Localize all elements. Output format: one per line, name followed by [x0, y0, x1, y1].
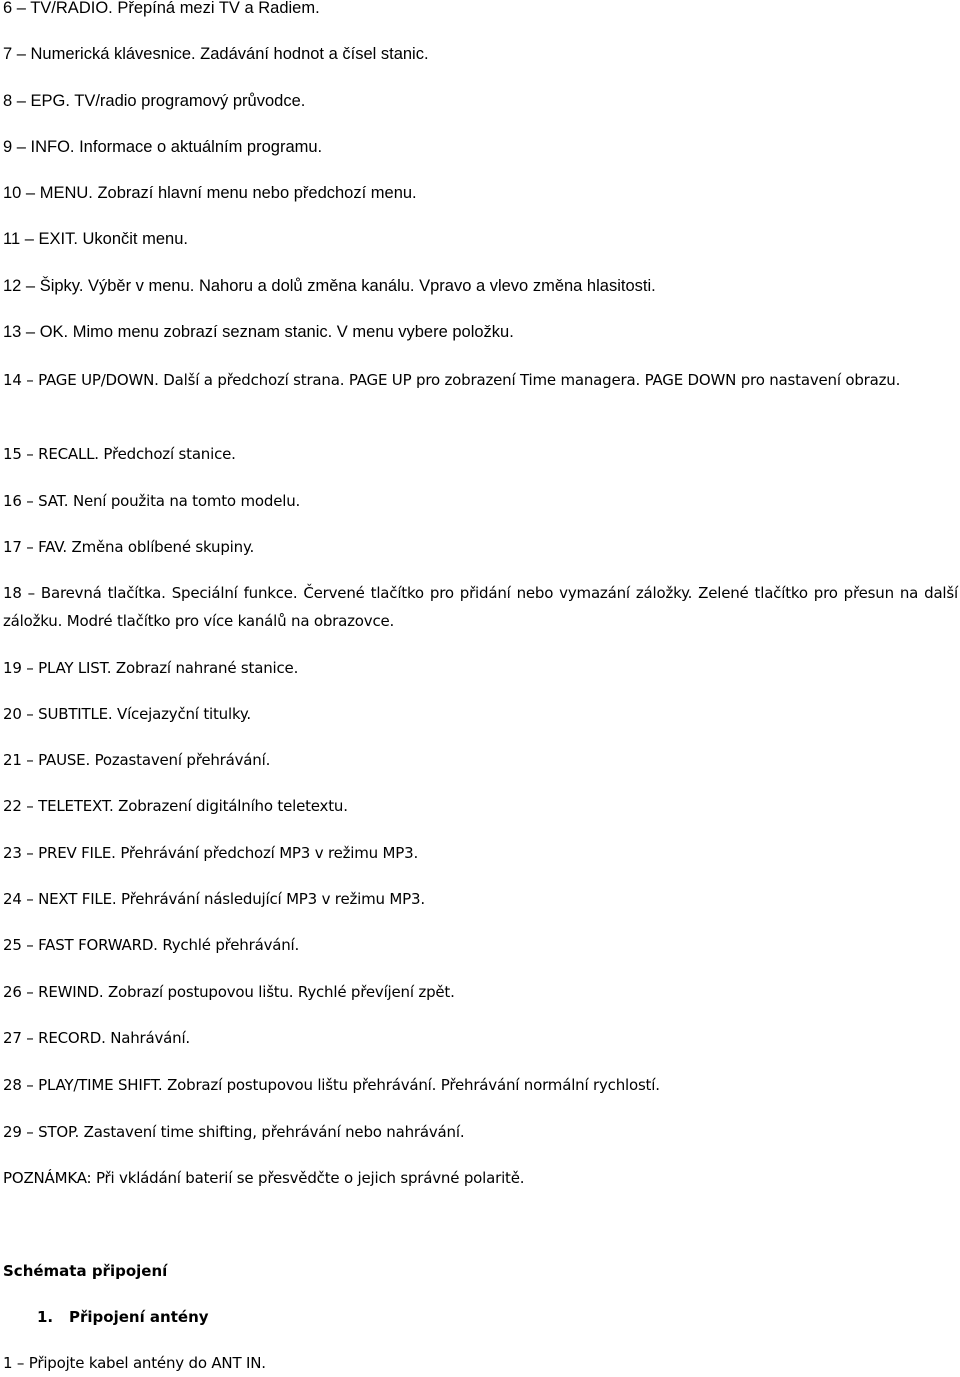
paragraph-next-file: 24 – NEXT FILE. Přehrávání následující MP3 v režimu MP3.	[3, 890, 425, 908]
paragraph-menu: 10 – MENU. Zobrazí hlavní menu nebo předchozí menu.	[3, 184, 417, 202]
paragraph-note: POZNÁMKA: Při vkládání baterií se přesvědčte o jejich správné polaritě.	[3, 1169, 525, 1187]
list-item-number: 1.	[37, 1308, 54, 1326]
paragraph-fast-forward: 25 – FAST FORWARD. Rychlé přehrávání.	[3, 936, 300, 954]
paragraph-record: 27 – RECORD. Nahrávání.	[3, 1029, 191, 1047]
paragraph-prev-file: 23 – PREV FILE. Přehrávání předchozí MP3 v režimu MP3.	[3, 844, 419, 862]
section-heading: Schémata připojení	[3, 1262, 168, 1280]
paragraph-fav: 17 – FAV. Změna oblíbené skupiny.	[3, 538, 255, 556]
paragraph-recall: 15 – RECALL. Předchozí stanice.	[3, 445, 236, 463]
paragraph-page-up-down: 14 – PAGE UP/DOWN. Další a předchozí strana. PAGE UP pro zobrazení Time managera. PAGE DOWN pro nastavení obrazu.	[3, 371, 901, 389]
paragraph-arrows: 12 – Šipky. Výběr v menu. Nahoru a dolů změna kanálu. Vpravo a vlevo změna hlasitosti.	[3, 277, 656, 295]
paragraph-subtitle: 20 – SUBTITLE. Vícejazyční titulky.	[3, 705, 252, 723]
paragraph-rewind: 26 – REWIND. Zobrazí postupovou lištu. Rychlé převíjení zpět.	[3, 983, 455, 1001]
paragraph-numeric-keypad: 7 – Numerická klávesnice. Zadávání hodnot a čísel stanic.	[3, 45, 429, 63]
paragraph-pause: 21 – PAUSE. Pozastavení přehrávání.	[3, 751, 271, 769]
paragraph-info: 9 – INFO. Informace o aktuálním programu.	[3, 138, 323, 156]
paragraph-teletext: 22 – TELETEXT. Zobrazení digitálního teletextu.	[3, 797, 348, 815]
paragraph-stop: 29 – STOP. Zastavení time shifting, přehrávání nebo nahrávání.	[3, 1123, 465, 1141]
paragraph-play-time-shift: 28 – PLAY/TIME SHIFT. Zobrazí postupovou lištu přehrávání. Přehrávání normální rychlostí.	[3, 1076, 660, 1094]
paragraph-antenna-step: 1 – Připojte kabel antény do ANT IN.	[3, 1354, 266, 1372]
list-item-label: Připojení antény	[69, 1308, 209, 1326]
paragraph-ok: 13 – OK. Mimo menu zobrazí seznam stanic. V menu vybere položku.	[3, 323, 514, 341]
paragraph-play-list: 19 – PLAY LIST. Zobrazí nahrané stanice.	[3, 659, 299, 677]
paragraph-sat: 16 – SAT. Není použita na tomto modelu.	[3, 492, 301, 510]
numbered-list-item	[37, 1303, 209, 1331]
paragraph-tv-radio: 6 – TV/RADIO. Přepíná mezi TV a Radiem.	[3, 0, 320, 17]
paragraph-epg: 8 – EPG. TV/radio programový průvodce.	[3, 92, 306, 110]
paragraph-color-buttons: 18 – Barevná tlačítka. Speciální funkce. Červené tlačítko pro přidání nebo vymazání záložky. Zelené tlačítko pro přesun na další záložku. Modré tlačítko pro více kanálů na obrazovce.	[3, 584, 958, 630]
paragraph-exit: 11 – EXIT. Ukončit menu.	[3, 230, 188, 248]
